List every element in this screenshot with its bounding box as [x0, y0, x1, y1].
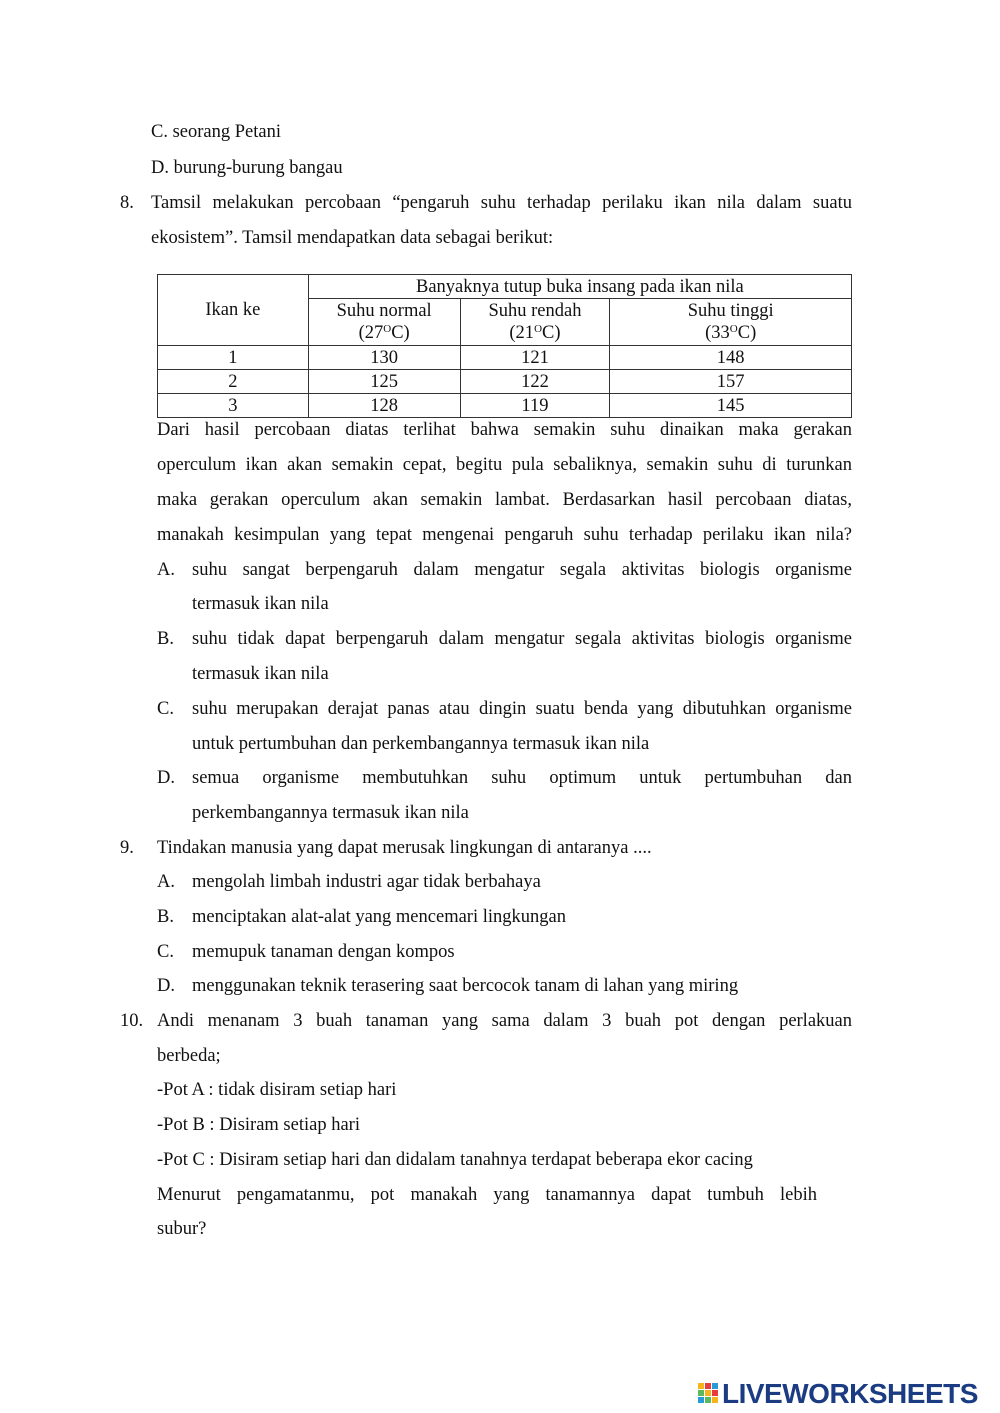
q8-option-c-line-2: untuk pertumbuhan dan perkembangannya termasuk ikan nila — [192, 734, 650, 754]
row-header-ikan-ke: Ikan ke — [158, 275, 309, 346]
column-name: Suhu tinggi — [687, 301, 774, 321]
option-letter: A. — [157, 872, 175, 892]
prev-option-d: D. burung-burung bangau — [151, 158, 343, 178]
column-temp: (21 — [509, 323, 535, 343]
question-10-ask-line-2: subur? — [157, 1219, 207, 1239]
table-cell: 121 — [460, 346, 610, 370]
table-cell: 130 — [308, 346, 460, 370]
table-cell: 119 — [460, 394, 610, 418]
column-name: Suhu normal — [336, 301, 432, 321]
column-name: Suhu rendah — [488, 301, 582, 321]
q8-option-c-line-1: suhu merupakan derajat panas atau dingin suatu benda yang dibutuhkan organisme — [192, 699, 852, 719]
q8-option-d-line-2: perkembangannya termasuk ikan nila — [192, 803, 469, 823]
question-8-number: 8. — [120, 193, 134, 213]
table-cell: 145 — [610, 394, 852, 418]
q8-option-a-line-2: termasuk ikan nila — [192, 594, 329, 614]
option-letter: B. — [157, 629, 174, 649]
pot-b-text: -Pot B : Disiram setiap hari — [157, 1115, 360, 1135]
table-cell: 148 — [610, 346, 852, 370]
prev-option-c: C. seorang Petani — [151, 122, 281, 142]
question-9-number: 9. — [120, 838, 134, 858]
group-header: Banyaknya tutup buka insang pada ikan nila — [308, 275, 851, 299]
column-unit: C) — [737, 323, 757, 343]
question-10-line-1: Andi menanam 3 buah tanaman yang sama dalam 3 buah pot dengan perlakuan — [157, 1011, 852, 1031]
question-10-number: 10. — [120, 1011, 144, 1031]
option-letter: D. — [157, 768, 175, 788]
table-cell: 2 — [158, 370, 309, 394]
pot-a-text: -Pot A : tidak disiram setiap hari — [157, 1080, 397, 1100]
degree-mark: O — [729, 323, 738, 335]
paragraph-line-3: maka gerakan operculum akan semakin lambat. Berdasarkan hasil percobaan diatas, — [157, 490, 852, 510]
q9-option-d: menggunakan teknik terasering saat bercocok tanam di lahan yang miring — [192, 976, 739, 996]
q9-option-a: mengolah limbah industri agar tidak berbahaya — [192, 872, 541, 892]
option-letter: C. — [157, 699, 174, 719]
table-cell: 125 — [308, 370, 460, 394]
column-temp: (27 — [358, 323, 384, 343]
experiment-table — [157, 274, 852, 418]
liveworksheets-logo-icon — [698, 1381, 720, 1407]
q8-option-d-line-1: semua organisme membutuhkan suhu optimum untuk pertumbuhan dan — [192, 768, 852, 788]
column-header-tinggi — [610, 299, 852, 346]
table-row — [158, 370, 852, 394]
paragraph-line-1: Dari hasil percobaan diatas terlihat bahwa semakin suhu dinaikan maka gerakan — [157, 420, 852, 440]
column-header-normal — [308, 299, 460, 346]
column-unit: C) — [391, 323, 410, 343]
q9-option-b: menciptakan alat-alat yang mencemari lingkungan — [192, 907, 566, 927]
question-10-ask-line-1: Menurut pengamatanmu, pot manakah yang tanamannya dapat tumbuh lebih — [157, 1185, 817, 1205]
q8-option-a-line-1: suhu sangat berpengaruh dalam mengatur segala aktivitas biologis organisme — [192, 560, 852, 580]
degree-mark: O — [383, 323, 392, 335]
paragraph-line-4: manakah kesimpulan yang tepat mengenai pengaruh suhu terhadap perilaku ikan nila? — [157, 525, 852, 545]
table-cell: 157 — [610, 370, 852, 394]
option-letter: B. — [157, 907, 174, 927]
degree-mark: O — [534, 323, 543, 335]
question-8-line-1: Tamsil melakukan percobaan “pengaruh suhu terhadap perilaku ikan nila dalam suatu — [151, 193, 852, 213]
q8-option-b-line-1: suhu tidak dapat berpengaruh dalam mengatur segala aktivitas biologis organisme — [192, 629, 852, 649]
question-10-line-2: berbeda; — [157, 1046, 221, 1066]
table-cell: 122 — [460, 370, 610, 394]
column-temp: (33 — [705, 323, 730, 343]
table-cell: 128 — [308, 394, 460, 418]
option-letter: D. — [157, 976, 175, 996]
table-row — [158, 394, 852, 418]
option-letter: A. — [157, 560, 175, 580]
table-cell: 1 — [158, 346, 309, 370]
question-8-line-2: ekosistem”. Tamsil mendapatkan data sebagai berikut: — [151, 228, 554, 248]
column-header-rendah — [460, 299, 610, 346]
question-9-text: Tindakan manusia yang dapat merusak lingkungan di antaranya .... — [157, 838, 652, 858]
liveworksheets-logo-text: LIVEWORKSHEETS — [722, 1378, 978, 1409]
table-cell: 3 — [158, 394, 309, 418]
column-unit: C) — [542, 323, 561, 343]
liveworksheets-logo — [698, 1376, 978, 1412]
pot-c-text: -Pot C : Disiram setiap hari dan didalam tanahnya terdapat beberapa ekor cacing — [157, 1150, 753, 1170]
table-row — [158, 346, 852, 370]
paragraph-line-2: operculum ikan akan semakin cepat, begitu pula sebaliknya, semakin suhu di turunkan — [157, 455, 852, 475]
q8-option-b-line-2: termasuk ikan nila — [192, 664, 329, 684]
option-letter: C. — [157, 942, 174, 962]
q9-option-c: memupuk tanaman dengan kompos — [192, 942, 455, 962]
